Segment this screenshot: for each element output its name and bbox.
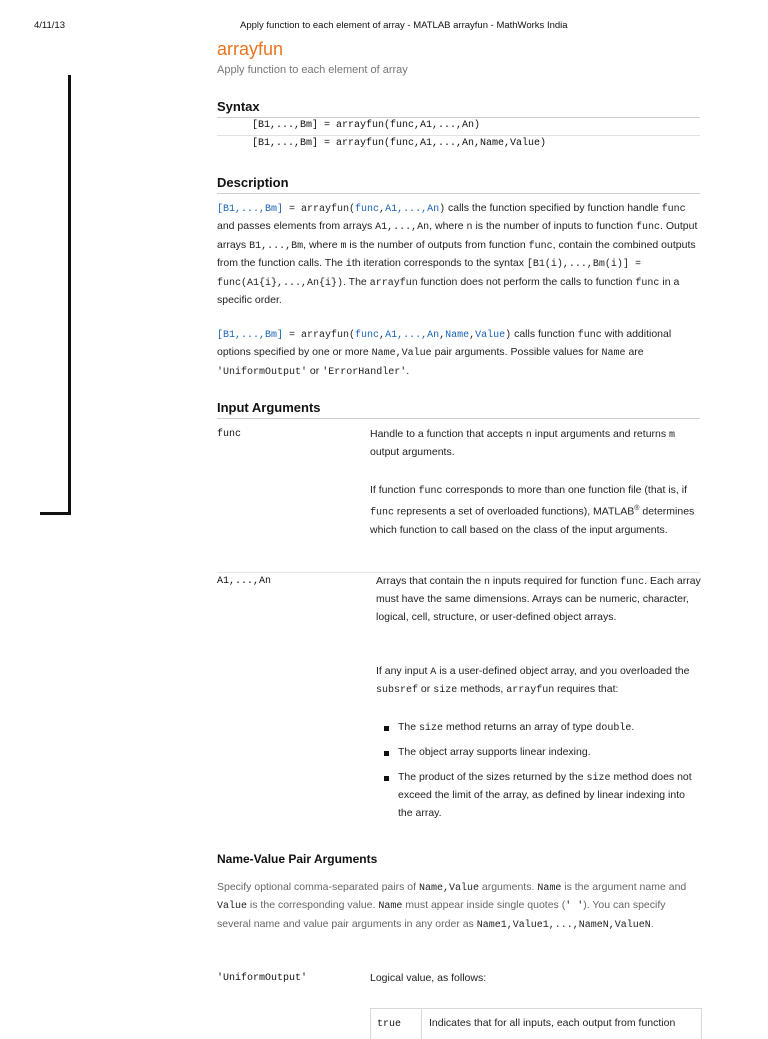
text: and passes elements from arrays bbox=[217, 220, 376, 233]
text: is a user-defined object array, and you overloaded the bbox=[436, 665, 690, 677]
text: is the number of inputs to function bbox=[472, 220, 636, 233]
arg-desc-uniformoutput: Logical value, as follows: bbox=[370, 972, 487, 984]
code: func bbox=[577, 330, 602, 341]
code: [B1(i),...,Bm(i)] = func(A1{i},...,An{i}) bbox=[217, 259, 641, 289]
sig-text: , bbox=[439, 330, 446, 341]
text: , where bbox=[303, 238, 341, 251]
code: A bbox=[430, 667, 437, 678]
code: subsref bbox=[376, 685, 419, 697]
margin-bracket-vertical bbox=[68, 75, 71, 515]
text: output arguments. bbox=[370, 446, 455, 459]
code: Name1,Value1,...,NameN,ValueN bbox=[476, 919, 651, 931]
code: 'ErrorHandler' bbox=[322, 366, 407, 378]
sig-text: ) bbox=[505, 330, 512, 341]
sig-func-link[interactable]: func bbox=[355, 330, 380, 341]
text: is the corresponding value. bbox=[247, 899, 379, 912]
text: methods, bbox=[457, 683, 507, 696]
text: ). You can specify several name and value pair arguments in any order as bbox=[217, 899, 666, 930]
requirements-list bbox=[380, 719, 700, 829]
text: method returns an array of type bbox=[443, 721, 596, 733]
sig-func-link[interactable]: func bbox=[355, 204, 380, 215]
arg-name-func: func bbox=[217, 429, 242, 440]
text: , where bbox=[429, 220, 467, 233]
print-page-title: Apply function to each element of array - MATLAB arrayfun - MathWorks India bbox=[240, 20, 568, 31]
text: is the number of outputs from function bbox=[346, 238, 529, 251]
description-heading: Description bbox=[217, 175, 700, 194]
text: calls function bbox=[511, 328, 578, 340]
code: func bbox=[661, 204, 686, 215]
text: must appear inside single quotes ( bbox=[402, 899, 566, 912]
text: with additional options specified by one or more bbox=[217, 328, 672, 359]
print-date: 4/11/13 bbox=[34, 20, 65, 31]
text: If any input bbox=[376, 665, 431, 677]
sig-value-link[interactable]: Value bbox=[475, 330, 506, 341]
text: Specify optional comma-separated pairs of bbox=[217, 881, 419, 893]
text: inputs required for function bbox=[490, 575, 621, 587]
name-value-heading: Name-Value Pair Arguments bbox=[217, 852, 378, 866]
syntax-line-2: [B1,...,Bm] = arrayfun(func,A1,...,An,Name,Value) bbox=[252, 138, 547, 149]
text: function does not perform the calls to function bbox=[417, 275, 636, 288]
text: are bbox=[625, 346, 644, 359]
text: The product of the sizes returned by the bbox=[398, 770, 587, 783]
arg-desc-func-2 bbox=[370, 482, 700, 540]
code: B1,...,Bm bbox=[249, 240, 304, 252]
code: m bbox=[340, 240, 347, 252]
input-arguments-heading: Input Arguments bbox=[217, 400, 700, 419]
arg-name-arrays: A1,...,An bbox=[217, 576, 272, 587]
text: . bbox=[650, 917, 654, 930]
sig-text: , bbox=[469, 330, 476, 341]
text: th iteration corresponds to the syntax bbox=[351, 257, 527, 270]
text: arguments. bbox=[478, 881, 538, 893]
code: size bbox=[419, 723, 444, 734]
code: double bbox=[595, 723, 632, 734]
code: Name bbox=[537, 883, 562, 894]
code: func bbox=[620, 577, 645, 588]
table-cell-value: true bbox=[377, 1019, 402, 1030]
code: m bbox=[669, 430, 676, 441]
text: requires that: bbox=[554, 683, 619, 696]
text: . bbox=[406, 364, 410, 377]
description-paragraph-1 bbox=[217, 200, 702, 309]
code: ' ' bbox=[565, 901, 584, 913]
arg-desc-func-1 bbox=[370, 426, 702, 462]
text: , contain the combined outputs from the function calls. The bbox=[217, 238, 696, 270]
sig-text: ) bbox=[439, 204, 446, 215]
code: n bbox=[466, 222, 473, 234]
code: 'UniformOutput' bbox=[217, 366, 308, 378]
syntax-divider bbox=[217, 135, 700, 136]
code: Name bbox=[601, 348, 626, 360]
code: func bbox=[418, 486, 443, 497]
text: Arrays that contain the bbox=[376, 575, 484, 587]
sig-name-link[interactable]: Name bbox=[445, 330, 470, 341]
code: n bbox=[525, 430, 532, 441]
text: . The bbox=[343, 275, 370, 288]
arg-desc-arrays-2 bbox=[376, 663, 702, 700]
sig-outputs-link[interactable]: [B1,...,Bm] bbox=[217, 204, 284, 215]
code: func bbox=[635, 277, 660, 289]
syntax-line-1: [B1,...,Bm] = arrayfun(func,A1,...,An) bbox=[252, 120, 481, 131]
sig-args-link[interactable]: A1,...,An bbox=[385, 204, 440, 215]
sig-args-link[interactable]: A1,...,An bbox=[385, 330, 440, 341]
sig-text: = arrayfun( bbox=[283, 204, 356, 215]
margin-bracket-foot bbox=[40, 512, 71, 515]
code: size bbox=[433, 685, 458, 697]
code: func bbox=[528, 240, 553, 252]
text: or bbox=[307, 364, 323, 377]
text: The bbox=[398, 721, 420, 733]
text: . Output arrays bbox=[217, 220, 698, 251]
text: If function bbox=[370, 484, 419, 496]
code: Name,Value bbox=[371, 348, 432, 360]
text: Handle to a function that accepts bbox=[370, 428, 526, 440]
ref-title: arrayfun bbox=[217, 39, 284, 59]
list-item bbox=[380, 769, 700, 822]
registered-mark: ® bbox=[634, 505, 640, 513]
list-item bbox=[380, 744, 700, 761]
sig-text: = arrayfun( bbox=[283, 330, 356, 341]
table-column-divider bbox=[421, 1009, 422, 1039]
text: determines which function to call based on the class of the input arguments. bbox=[370, 505, 695, 537]
name-value-paragraph bbox=[217, 879, 702, 934]
code: arrayfun bbox=[506, 685, 555, 697]
text: corresponds to more than one function file (that is, if bbox=[442, 484, 688, 496]
text: method does not exceed the limit of the array, as defined by linear indexing into the array. bbox=[398, 770, 692, 819]
code: Value bbox=[217, 901, 248, 913]
code: size bbox=[586, 772, 611, 784]
text: represents a set of overloaded functions), MATLAB bbox=[394, 505, 635, 518]
sig-text: , bbox=[379, 330, 386, 341]
syntax-heading: Syntax bbox=[217, 99, 700, 118]
text: is the argument name and bbox=[561, 881, 687, 893]
code: A1,...,An bbox=[375, 222, 430, 234]
text: or bbox=[418, 683, 434, 696]
text: . Each array must have the same dimensions. Arrays can be numeric, character, logical, cell, structure, or user-defined object arrays. bbox=[376, 575, 701, 623]
code: func bbox=[635, 222, 660, 234]
ref-purpose: Apply function to each element of array bbox=[217, 64, 408, 76]
code: Name,Value bbox=[418, 883, 479, 894]
text: pair arguments. Possible values for bbox=[431, 346, 602, 359]
code: func bbox=[370, 507, 395, 519]
arg-name-uniformoutput: 'UniformOutput' bbox=[217, 973, 308, 984]
sig-outputs-link[interactable]: [B1,...,Bm] bbox=[217, 330, 284, 341]
text: input arguments and returns bbox=[531, 428, 670, 440]
description-paragraph-2 bbox=[217, 326, 702, 381]
code: i bbox=[345, 259, 352, 271]
code: n bbox=[483, 577, 490, 588]
arg-desc-arrays-1 bbox=[376, 573, 702, 626]
text: . bbox=[631, 721, 635, 733]
sig-text: , bbox=[379, 204, 386, 215]
text: calls the function specified by function handle bbox=[445, 202, 662, 214]
text: The object array supports linear indexing. bbox=[398, 746, 591, 759]
code: arrayfun bbox=[369, 277, 418, 289]
code: Name bbox=[378, 901, 403, 913]
table-cell-description: Indicates that for all inputs, each output from function bbox=[429, 1017, 676, 1029]
text: in a specific order. bbox=[217, 275, 680, 307]
list-item bbox=[380, 719, 700, 737]
